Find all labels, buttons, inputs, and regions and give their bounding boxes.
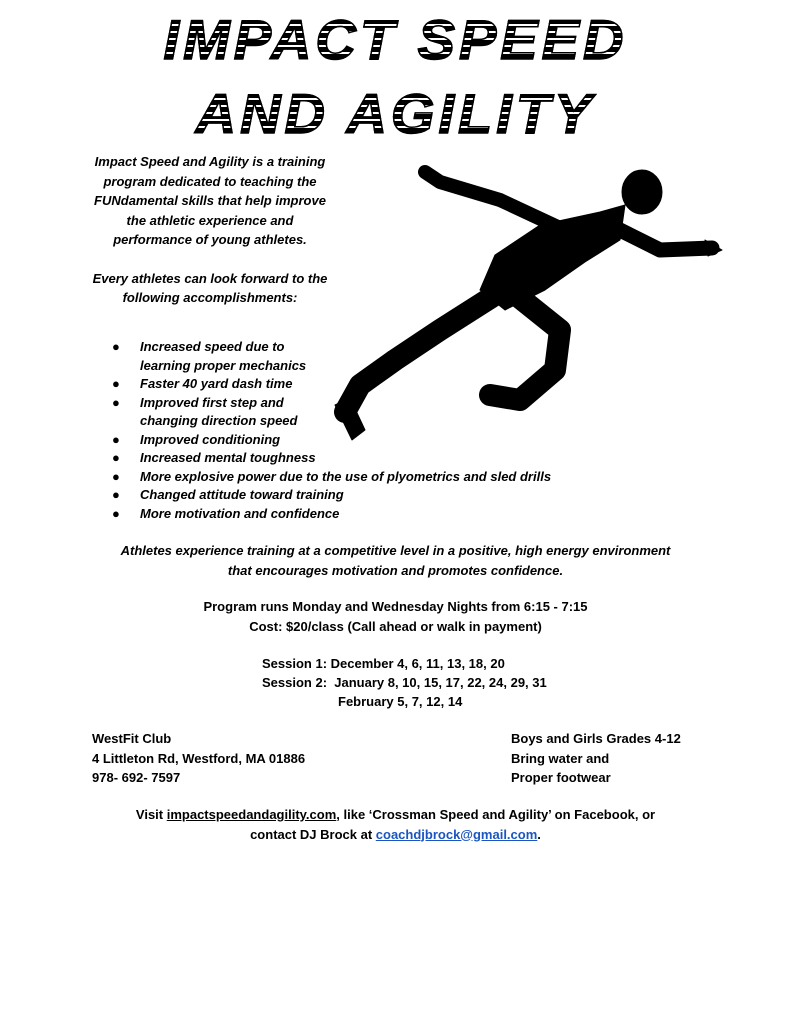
email-link[interactable]: coachdjbrock@gmail.com (375, 826, 538, 842)
list-item: ● Improved conditioning (112, 431, 281, 447)
contact-block: Visit impactspeedandagility.com, like ‘Crossman Speed and Agility’ on Facebook, or contact DJ Brock at coachdjbrock@gmail.com. (135, 807, 656, 842)
website-link[interactable]: impactspeedandagility.com (166, 807, 337, 822)
intro-paragraph: Impact Speed and Agility is a training program dedicated to teaching the FUNdamental skills that help improve the athletic experience and performance of young athletes. (94, 154, 326, 247)
list-item: ● Improved first step and changing direction speed (112, 394, 298, 428)
location-block (92, 729, 305, 788)
club-phone: 978- 692- 7597 (92, 770, 181, 785)
club-name: WestFit Club (92, 731, 172, 746)
list-item: ● Changed attitude toward training (112, 487, 344, 502)
program-info: Program runs Monday and Wednesday Nights from 6:15 - 7:15 Cost: $20/class (Call ahead or walk in payment) (203, 599, 588, 634)
list-item: ● Faster 40 yard dash time (112, 376, 293, 391)
info-block (511, 729, 681, 788)
bring-water: Bring water and (511, 750, 610, 766)
list-item: ● Increased mental toughness (112, 450, 316, 465)
title-line-1: IMPACT SPEED (0, 12, 791, 68)
session-1: Session 1: December 4, 6, 11, 13, 18, 20 (262, 656, 505, 671)
session-2: Session 2: January 8, 10, 15, 17, 22, 24, 29, 31 (262, 675, 547, 690)
list-item: ● More explosive power due to the use of plyometrics and sled drills (112, 468, 552, 484)
accomplishments-list (112, 338, 551, 523)
bring-footwear: Proper footwear (511, 770, 611, 785)
grades: Boys and Girls Grades 4-12 (511, 731, 681, 746)
list-item: ● More motivation and confidence (112, 505, 340, 521)
session-2-cont: February 5, 7, 12, 14 (338, 694, 463, 709)
intro-text (90, 152, 330, 327)
club-address: 4 Littleton Rd, Westford, MA 01886 (92, 750, 306, 766)
title-line-2: AND AGILITY (0, 86, 791, 142)
experience-text: Athletes experience training at a competitive level in a positive, high energy environment that encourages motivation and promotes confidence. (120, 543, 671, 578)
accomplishments-lead: Every athletes can look forward to the following accomplishments: (92, 270, 328, 305)
list-item: ● Increased speed due to learning proper mechanics (112, 339, 307, 373)
